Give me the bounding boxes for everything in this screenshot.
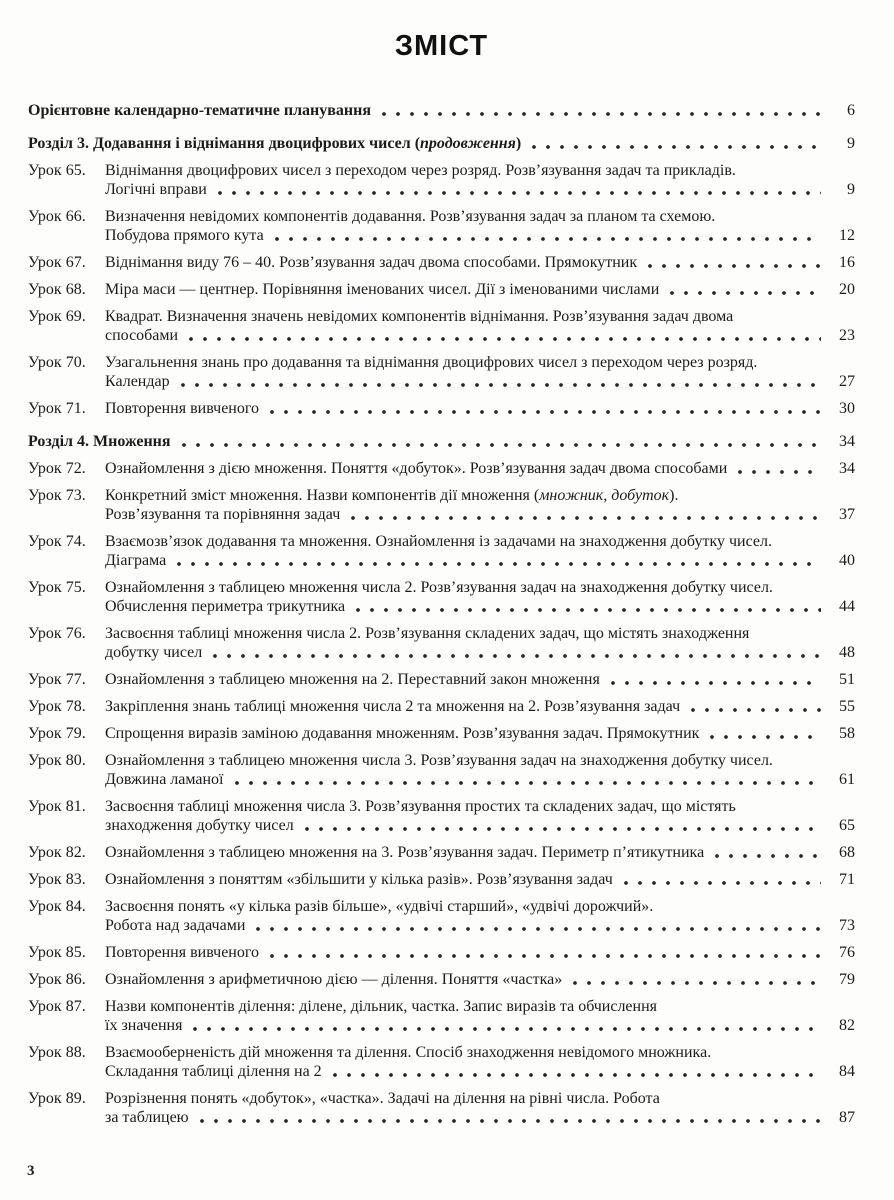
toc-lesson-entry [28, 253, 855, 272]
lesson-number-label: Урок 82. [28, 844, 86, 861]
entry-text: Спрощення виразів заміною додавання множенням. Розв’язування задач. Прямокутник [105, 725, 700, 742]
entry-body [105, 897, 855, 935]
toc-lesson-entry [28, 797, 855, 835]
entry-text: Складання таблиці ділення на 2 [105, 1063, 322, 1080]
dot-leader [530, 134, 821, 153]
entry-body [105, 751, 855, 789]
toc-page-number: 73 [839, 917, 855, 934]
entry-text: Квадрат. Визначення значень невідомих компонентів віднімання. Розв’язування задач двома [105, 308, 734, 325]
lesson-number-label: Урок 70. [28, 354, 86, 371]
toc-page-number: 37 [839, 506, 855, 523]
entry-text: Побудова прямого кута [105, 227, 264, 244]
toc-page-number: 68 [839, 844, 855, 861]
entry-body [105, 161, 855, 199]
entry-text: добутку чисел [105, 644, 203, 661]
toc-page-number: 16 [839, 254, 855, 271]
toc-lesson-entry [28, 724, 855, 743]
entry-text: Розв’язування та порівняння задач [105, 506, 341, 523]
toc-page-number: 61 [839, 771, 855, 788]
lesson-number-label: Урок 87. [28, 998, 86, 1015]
lesson-number-label: Урок 67. [28, 254, 86, 271]
lesson-number-label: Урок 77. [28, 671, 86, 688]
entry-body [105, 307, 855, 345]
entry-text: Віднімання виду 76 – 40. Розв’язування задач двома способами. Прямокутник [105, 254, 638, 271]
toc-lesson-entry [28, 997, 855, 1035]
toc-page-number: 55 [839, 698, 855, 715]
entry-body [105, 1089, 855, 1127]
lesson-number-label: Урок 89. [28, 1090, 86, 1107]
lesson-number-label: Урок 80. [28, 752, 86, 769]
toc-page-number: 34 [839, 433, 855, 450]
dot-leader [273, 226, 821, 245]
toc-page-number: 12 [839, 227, 855, 244]
entry-text: Обчислення периметра трикутника [105, 598, 346, 615]
toc-lesson-entry [28, 624, 855, 662]
lesson-number-label: Урок 83. [28, 871, 86, 888]
toc-page-number: 6 [847, 102, 855, 119]
page-title: ЗМІСТ [394, 30, 489, 62]
dot-leader [349, 505, 821, 524]
dot-leader [175, 551, 821, 570]
toc-lesson-entry [28, 578, 855, 616]
entry-text: Конкретний зміст множення. Назви компонентів дії множення (множник, добуток). [105, 487, 679, 504]
entry-text: Засвоєння понять «у кілька разів більше», «удвічі старший», «удвічі дорожчий». [105, 898, 654, 915]
lesson-number-label: Урок 69. [28, 308, 86, 325]
entry-text: Взаємозв’язок додавання та множення. Ознайомлення із задачами на знаходження добутку чисел. [105, 533, 772, 550]
lesson-number-label: Урок 84. [28, 898, 86, 915]
entry-body [28, 134, 855, 153]
toc-page-number: 20 [839, 281, 855, 298]
toc-lesson-entry [28, 307, 855, 345]
toc-section-entry [28, 134, 855, 153]
entry-text: Засвоєння таблиці множення числа 2. Розв’язування складених задач, що містять знаходження [105, 625, 750, 642]
entry-body [105, 399, 855, 418]
toc-section-entry [28, 432, 855, 451]
entry-text: Розрізнення понять «добуток», «частка». Задачі на ділення на рівні числа. Робота [105, 1090, 660, 1107]
entry-text: способами [105, 327, 179, 344]
entry-text: Визначення невідомих компонентів додавання. Розв’язування задач за планом та схемою. [105, 208, 716, 225]
entry-text: Діаграма [105, 552, 167, 569]
footer-page-number: 3 [27, 1163, 35, 1179]
entry-body [105, 997, 855, 1035]
entry-body [28, 432, 855, 451]
dot-leader [303, 816, 821, 835]
entry-body [105, 253, 855, 272]
entry-text: Робота над задачами [105, 917, 246, 934]
entry-body [105, 970, 855, 989]
toc-lesson-entry [28, 1089, 855, 1127]
entry-text: знаходження добутку чисел [105, 817, 294, 834]
toc-lesson-entry [28, 751, 855, 789]
dot-leader [216, 180, 821, 199]
dot-leader [646, 253, 821, 272]
entry-text: Ознайомлення з таблицею множення на 2. Переставний закон множення [105, 671, 600, 688]
entry-text: Довжина ламаної [105, 771, 224, 788]
dot-leader [233, 770, 822, 789]
entry-text: Засвоєння таблиці множення числа 3. Розв’язування простих та складених задач, що містять [105, 798, 736, 815]
toc-page-number: 51 [839, 671, 855, 688]
lesson-number-label: Урок 75. [28, 579, 86, 596]
entry-body [28, 101, 855, 120]
lesson-number-label: Урок 68. [28, 281, 86, 298]
entry-text: Взаємооберненість дій множення та ділення. Спосіб знаходження невідомого множника. [105, 1044, 712, 1061]
entry-body [105, 670, 855, 689]
toc-page-number: 34 [839, 460, 855, 477]
toc-page-number: 71 [839, 871, 855, 888]
toc-page-number: 40 [839, 552, 855, 569]
toc-lesson-entry [28, 280, 855, 299]
toc-page-number: 87 [839, 1109, 855, 1126]
entry-text: Повторення вивченого [105, 400, 260, 417]
entry-body [105, 532, 855, 570]
entry-text: Міра маси — центнер. Порівняння іменованих чисел. Дії з іменованими числами [105, 281, 660, 298]
toc-page-number: 9 [847, 135, 855, 152]
lesson-number-label: Урок 72. [28, 460, 86, 477]
toc-lesson-entry [28, 970, 855, 989]
toc-lesson-entry [28, 161, 855, 199]
dot-leader [689, 697, 821, 716]
lesson-number-label: Урок 78. [28, 698, 86, 715]
entry-text: за таблицею [105, 1109, 189, 1126]
entry-text: Логічні вправи [105, 181, 207, 198]
dot-leader [211, 643, 821, 662]
entry-body [105, 843, 855, 862]
toc-lesson-entry [28, 207, 855, 245]
dot-leader [187, 326, 821, 345]
lesson-number-label: Урок 73. [28, 487, 86, 504]
entry-text: Календар [105, 373, 170, 390]
toc-page-number: 58 [839, 725, 855, 742]
lesson-number-label: Урок 88. [28, 1044, 86, 1061]
dot-leader [331, 1062, 821, 1081]
toc-list [28, 101, 855, 1127]
dot-leader [622, 870, 821, 889]
entry-body [105, 280, 855, 299]
toc-lesson-entry [28, 670, 855, 689]
toc-page-number: 65 [839, 817, 855, 834]
lesson-number-label: Урок 66. [28, 208, 86, 225]
dot-leader [354, 597, 821, 616]
entry-text: Ознайомлення з дією множення. Поняття «добуток». Розв’язування задач двома способами [105, 460, 728, 477]
dot-leader [254, 916, 821, 935]
lesson-number-label: Урок 79. [28, 725, 86, 742]
entry-body [105, 1043, 855, 1081]
toc-lesson-entry [28, 897, 855, 935]
entry-body [105, 207, 855, 245]
entry-text: Орієнтовне календарно-тематичне планування [28, 102, 371, 119]
toc-page-number: 44 [839, 598, 855, 615]
entry-text: Повторення вивченого [105, 944, 260, 961]
lesson-number-label: Урок 81. [28, 798, 86, 815]
lesson-number-label: Урок 85. [28, 944, 86, 961]
toc-lesson-entry [28, 870, 855, 889]
toc-lesson-entry [28, 1043, 855, 1081]
entry-text: Ознайомлення з таблицею множення числа 3. Розв’язування задач на знаходження добутку чисел. [105, 752, 773, 769]
dot-leader [713, 843, 821, 862]
toc-lesson-entry [28, 399, 855, 418]
dot-leader [609, 670, 821, 689]
entry-text: Ознайомлення з поняттям «збільшити у кілька разів». Розв’язування задач [105, 871, 613, 888]
dot-leader [708, 724, 821, 743]
toc-page-number: 23 [839, 327, 855, 344]
entry-text: Назви компонентів ділення: ділене, дільник, частка. Запис виразів та обчислення [105, 998, 658, 1015]
toc-lesson-entry [28, 459, 855, 478]
dot-leader [736, 459, 821, 478]
dot-leader [198, 1108, 821, 1127]
toc-page-number: 27 [839, 373, 855, 390]
entry-body [105, 459, 855, 478]
toc-page-number: 82 [839, 1017, 855, 1034]
dot-leader [571, 970, 821, 989]
entry-text: Розділ 4. Множення [28, 433, 171, 450]
entry-text: Закріплення знань таблиці множення числа 2 та множення на 2. Розв’язування задач [105, 698, 681, 715]
toc-lesson-entry [28, 532, 855, 570]
entry-body [105, 797, 855, 835]
lesson-number-label: Урок 86. [28, 971, 86, 988]
toc-lesson-entry [28, 486, 855, 524]
lesson-number-label: Урок 76. [28, 625, 86, 642]
entry-text: Розділ 3. Додавання і віднімання двоцифрових чисел (продовження) [28, 135, 522, 152]
dot-leader [668, 280, 821, 299]
toc-page-number: 9 [847, 181, 855, 198]
dot-leader [380, 101, 821, 120]
toc-section-entry [28, 101, 855, 120]
lesson-number-label: Урок 74. [28, 533, 86, 550]
toc-page-number: 76 [839, 944, 855, 961]
entry-body [105, 624, 855, 662]
toc-page-number: 84 [839, 1063, 855, 1080]
entry-body [105, 870, 855, 889]
entry-text: Ознайомлення з таблицею множення на 3. Розв’язування задач. Периметр п’ятикутника [105, 844, 705, 861]
entry-text: їх значення [105, 1017, 183, 1034]
entry-text: Ознайомлення з таблицею множення числа 2. Розв’язування задач на знаходження добутку чисел. [105, 579, 773, 596]
entry-body [105, 943, 855, 962]
lesson-number-label: Урок 65. [28, 162, 86, 179]
dot-leader [268, 943, 821, 962]
dot-leader [180, 432, 821, 451]
entry-body [105, 724, 855, 743]
toc-page-number: 30 [839, 400, 855, 417]
entry-text: Віднімання двоцифрових чисел з переходом через розряд. Розв’язування задач та прикладів. [105, 162, 736, 179]
entry-body [105, 697, 855, 716]
dot-leader [191, 1016, 821, 1035]
toc-page-number: 48 [839, 644, 855, 661]
entry-text: Узагальнення знань про додавання та віднімання двоцифрових чисел з переходом через розряд. [105, 354, 758, 371]
entry-body [105, 353, 855, 391]
lesson-number-label: Урок 71. [28, 400, 86, 417]
toc-lesson-entry [28, 353, 855, 391]
toc-lesson-entry [28, 843, 855, 862]
dot-leader [179, 372, 821, 391]
entry-text: Ознайомлення з арифметичною дією — ділення. Поняття «частка» [105, 971, 563, 988]
entry-body [105, 486, 855, 524]
entry-body [105, 578, 855, 616]
toc-lesson-entry [28, 943, 855, 962]
toc-lesson-entry [28, 697, 855, 716]
dot-leader [268, 399, 821, 418]
toc-page-number: 79 [839, 971, 855, 988]
